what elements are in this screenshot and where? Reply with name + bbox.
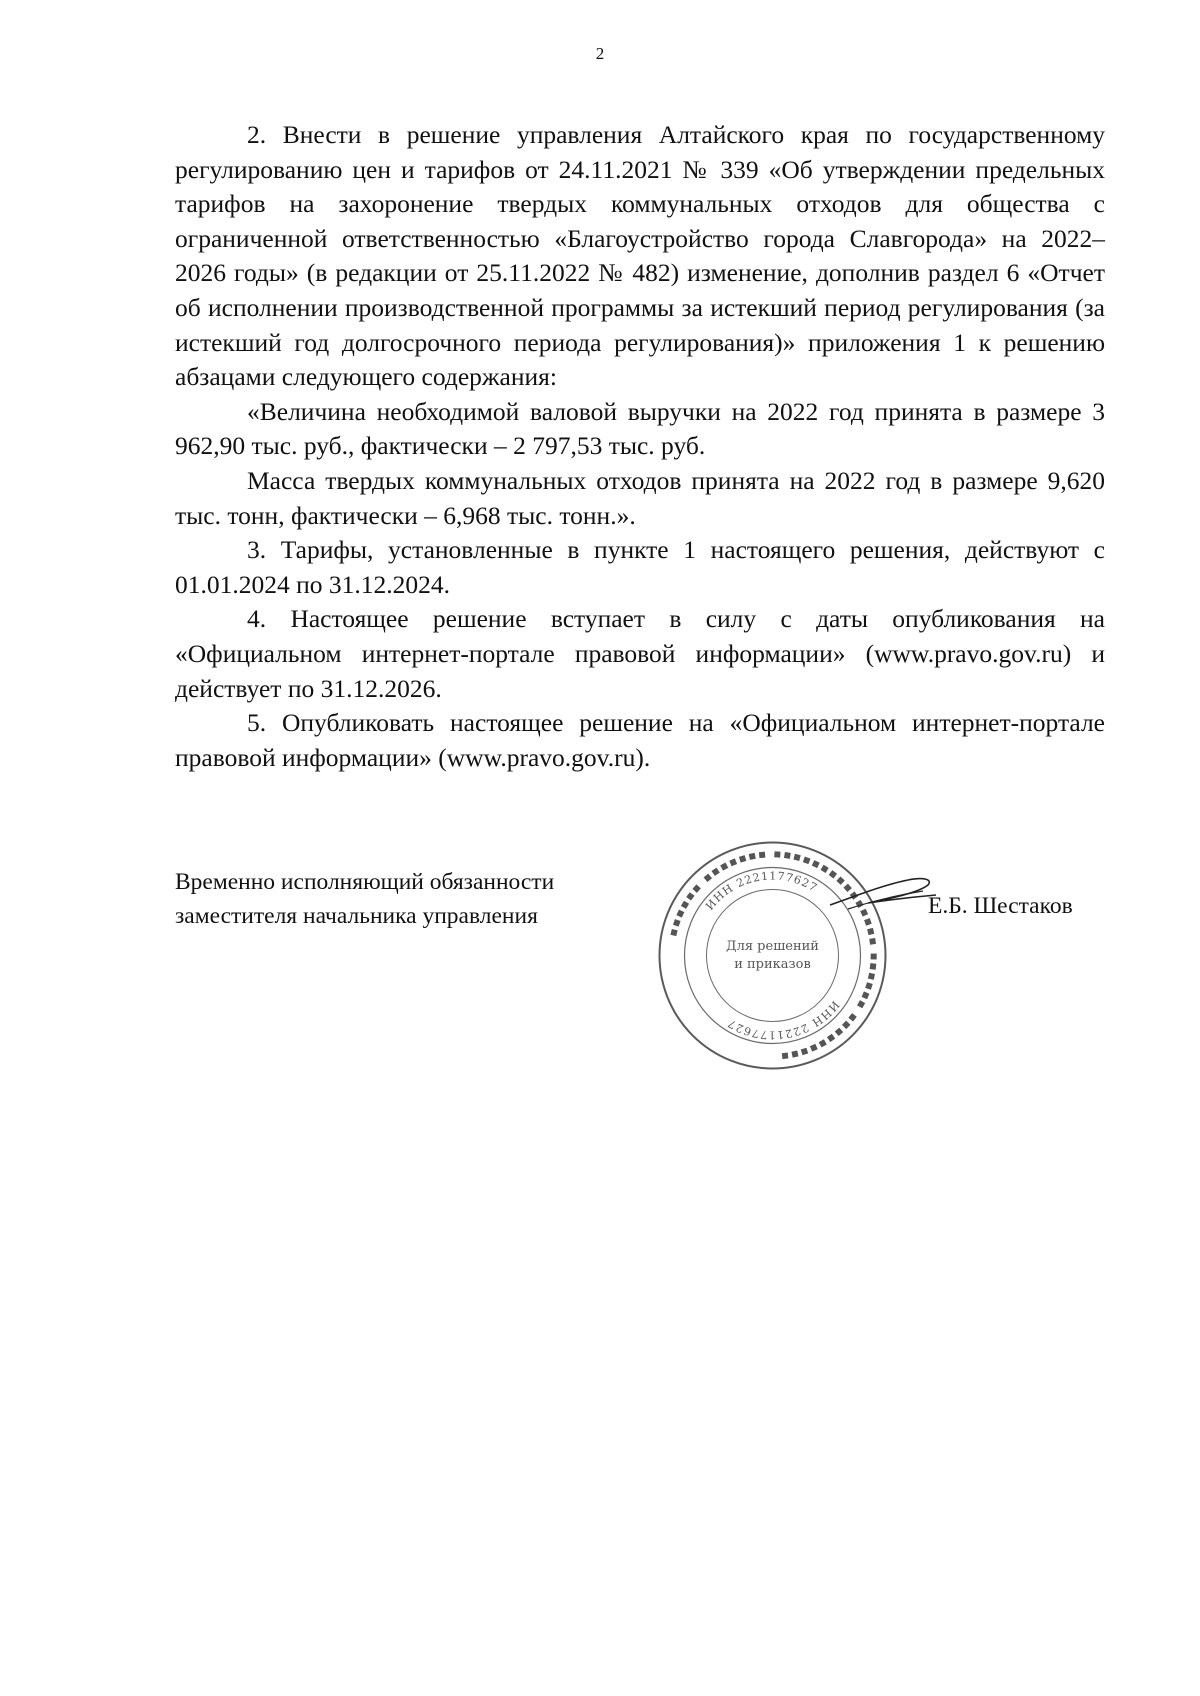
signature-position — [175, 865, 554, 933]
paragraph-item-5: 5. Опубликовать настоящее решение на «Официальном интернет-портале правовой информации» (www.pravo.gov.ru). — [175, 708, 1105, 772]
document-body — [175, 118, 1105, 775]
stamp-inner-text: и приказов — [734, 957, 811, 972]
stamp-inner-text: Для решений — [726, 939, 819, 954]
paragraph-revenue: «Величина необходимой валовой выручки на 2022 год принята в размере 3 962,90 тыс. руб., фактически – 2 797,53 тыс. руб. — [175, 396, 1105, 461]
page-number: 2 — [595, 44, 605, 63]
svg-text:ИНН 2221177627 — [725, 998, 842, 1041]
signer-name: Е.Б. Шестаков — [928, 893, 1073, 919]
paragraph-waste-mass: Масса твердых коммунальных отходов принята на 2022 год в размере 9,620 тыс. тонн, фактически – 6,968 тыс. тонн.». — [175, 465, 1105, 530]
stamp-inn-text: ИНН 2221177627 — [725, 998, 842, 1042]
paragraph-item-4: 4. Настоящее решение вступает в силу с даты опубликования на «Официальном интернет-портале правовой информации» (www.pravo.gov.ru) и действует по 31.12.2026. — [175, 604, 1105, 703]
paragraph-item-2: 2. Внести в решение управления Алтайского края по государственному регулированию цен и тарифов от 24.11.2021 № 339 «Об утверждении предельных тарифов на захоронение твердых коммунальных отходов для общества с ограниченной ответственностью «Благоустройство города Славгорода» на 2022–2026 годы» (в редакции от 25.11.2022 № 482) изменение, дополнив раздел 6 «Отчет об исполнении производственной программы за истекший период регулирования (за истекший год долгосрочного периода регулирования)» приложения 1 к решению абзацами следующего содержания: — [175, 120, 1105, 392]
paragraph-item-3: 3. Тарифы, установленные в пункте 1 настоящего решения, действуют с 01.01.2024 по 31.12.2024. — [175, 535, 1105, 599]
stamp-inn-text: ИНН 2221177627 — [703, 869, 820, 913]
svg-text:▪▪▪▪▪▪ ▪▪▪▪▪▪▪ ▪▪▪▪▪▪▪▪▪▪▪▪▪▪▪: ▪▪▪▪▪▪ ▪▪▪▪▪▪▪ ▪▪▪▪▪▪▪▪▪▪▪▪▪▪▪ ▪▪▪▪▪▪ ▪▪▪▪▪▪▪▪▪ — [665, 846, 882, 1065]
signature-scrawl — [828, 865, 938, 925]
signature-position-line: Временно исполняющий обязанности — [175, 869, 555, 895]
svg-text:ИНН 2221177627 — [703, 869, 820, 912]
signature-position-line: заместителя начальника управления — [175, 903, 538, 929]
